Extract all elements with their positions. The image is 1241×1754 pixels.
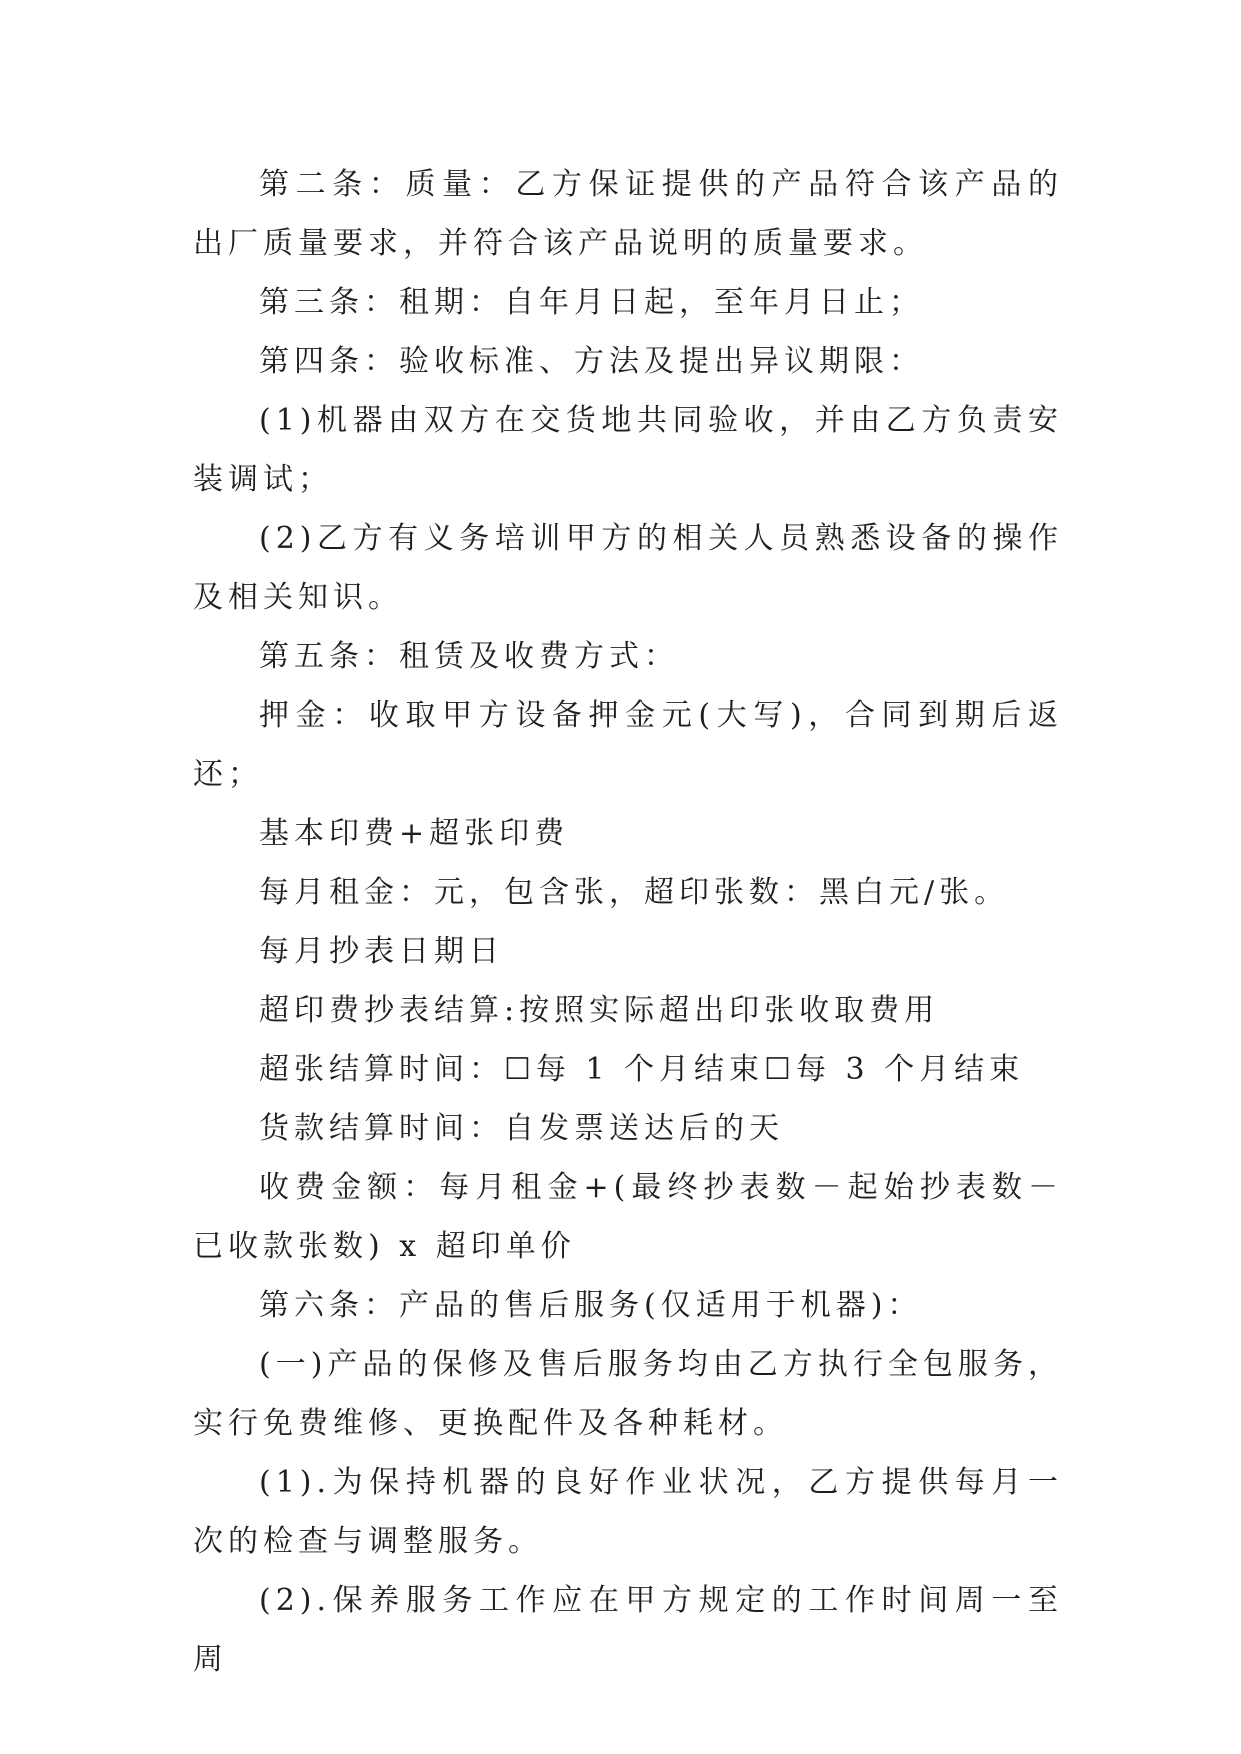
- paragraph-deposit: 押金：收取甲方设备押金元(大写)，合同到期后返还；: [193, 698, 1063, 792]
- paragraph-meter-reading-date: 每月抄表日期日: [259, 934, 504, 969]
- paragraph-fee-amount: 收费金额：每月租金+(最终抄表数－起始抄表数－已收款张数) x 超印单价: [193, 1170, 1063, 1264]
- paragraph-monthly-rent: 每月租金：元，包含张，超印张数：黑白元/张。: [259, 875, 1010, 910]
- document-body: [193, 155, 1063, 1689]
- paragraph-article-5-fees: 第五条：租赁及收费方式：: [259, 639, 679, 674]
- paragraph-article-6-service: 第六条：产品的售后服务(仅适用于机器)：: [259, 1288, 923, 1323]
- paragraph-article-2-quality: 第二条：质量：乙方保证提供的产品符合该产品的出厂质量要求，并符合该产品说明的质量要求。: [193, 167, 1063, 261]
- paragraph-payment-time: 货款结算时间：自发票送达后的天: [259, 1111, 784, 1146]
- paragraph-service-item-2: (2).保养服务工作应在甲方规定的工作时间周一至周: [193, 1583, 1063, 1677]
- paragraph-overprint-settlement: 超印费抄表结算:按照实际超出印张收取费用: [259, 993, 940, 1028]
- paragraph-article-4-acceptance: 第四条：验收标准、方法及提出异议期限：: [259, 344, 924, 379]
- paragraph-article-3-term: 第三条：租期：自年月日起，至年月日止；: [259, 285, 924, 320]
- paragraph-acceptance-item-2: (2)乙方有义务培训甲方的相关人员熟悉设备的操作及相关知识。: [193, 521, 1063, 615]
- paragraph-acceptance-item-1: (1)机器由双方在交货地共同验收，并由乙方负责安装调试；: [193, 403, 1063, 497]
- paragraph-service-warranty: (一)产品的保修及售后服务均由乙方执行全包服务，实行免费维修、更换配件及各种耗材。: [193, 1347, 1063, 1441]
- paragraph-settlement-period: 超张结算时间：☐每 1 个月结束☐每 3 个月结束: [259, 1052, 1025, 1087]
- paragraph-service-item-1: (1).为保持机器的良好作业状况，乙方提供每月一次的检查与调整服务。: [193, 1465, 1063, 1559]
- paragraph-basic-fee: 基本印费+超张印费: [259, 816, 570, 851]
